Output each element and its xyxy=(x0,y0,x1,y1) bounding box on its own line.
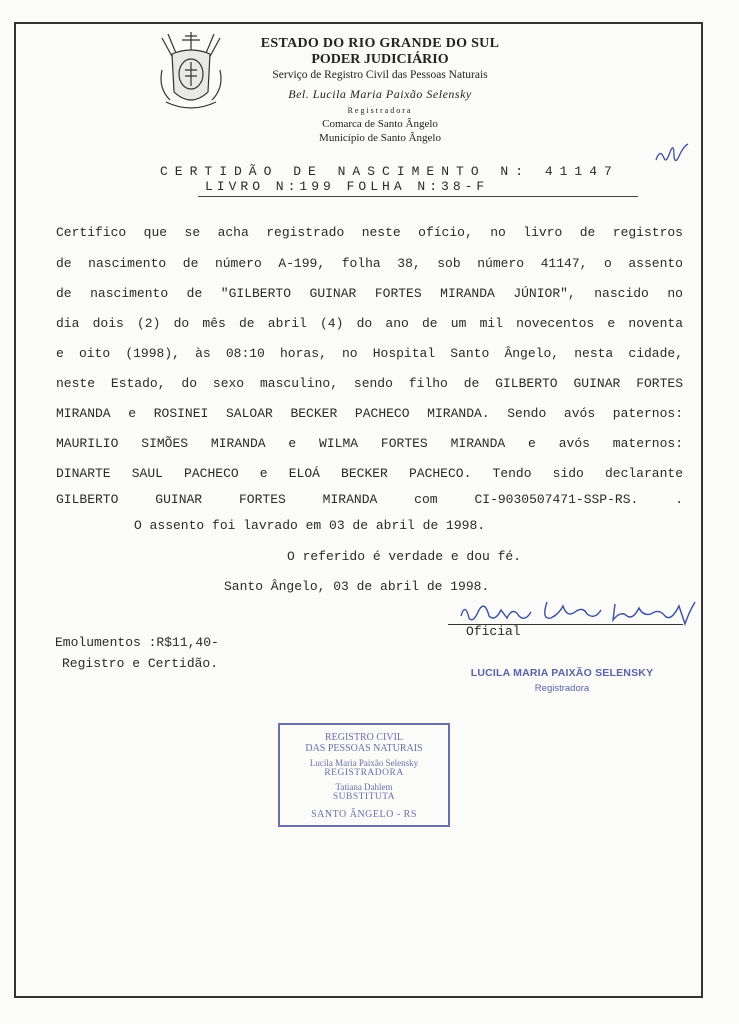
body-line: dia dois (2) do mês de abril (4) do ano de um mil novecentos e noventa xyxy=(56,316,683,331)
header-registrar-role: Registradora xyxy=(347,106,413,115)
attestation-text: O referido é verdade e dou fé. xyxy=(287,549,522,564)
body-line: MAURILIO SIMÕES MIRANDA e WILMA FORTES MIRANDA e avós maternos: xyxy=(56,436,683,451)
registry-box-stamp xyxy=(278,723,450,827)
stamp-line: REGISTRADORA xyxy=(324,768,404,778)
certificate-title: CERTIDÃO DE NASCIMENTO N: 41147 xyxy=(160,164,619,179)
entry-drawn-text: O assento foi lavrado em 03 de abril de 1998. xyxy=(134,518,486,533)
body-line: DINARTE SAUL PACHECO e ELOÁ BECKER PACHECO. Tendo sido declarante xyxy=(56,466,683,481)
fees-label: Emolumentos :R$11,40- xyxy=(55,635,219,650)
handwritten-check-icon xyxy=(652,140,692,172)
stamp-line: DAS PESSOAS NATURAIS xyxy=(305,743,423,754)
title-underline xyxy=(198,196,638,197)
header-registrar-name: Bel. Lucila Maria Paixão Selensky xyxy=(288,87,472,101)
header-power: PODER JUDICIÁRIO xyxy=(311,52,449,67)
place-date-text: Santo Ângelo, 03 de abril de 1998. xyxy=(224,579,490,594)
stamp-line: SUBSTITUTA xyxy=(332,792,396,802)
certificate-book-page: LIVRO N:199 FOLHA N:38-F xyxy=(205,179,489,194)
signature-label: Oficial xyxy=(466,624,521,639)
stamp-line: Tatiana Dahlem xyxy=(335,782,393,792)
body-line: Certifico que se acha registrado neste ofício, no livro de registros xyxy=(56,225,683,240)
stamp-line: SANTO ÂNGELO - RS xyxy=(311,809,417,820)
body-line: MIRANDA e ROSINEI SALOAR BECKER PACHECO MIRANDA. Sendo avós paternos: xyxy=(56,406,683,421)
header-district: Comarca de Santo Ângelo xyxy=(322,118,438,130)
body-line: e oito (1998), às 08:10 horas, no Hospital Santo Ângelo, nesta cidade, xyxy=(56,346,683,361)
registrar-stamp-role: Registradora xyxy=(534,683,590,694)
body-line: de nascimento de "GILBERTO GUINAR FORTES MIRANDA JÚNIOR", nascido no xyxy=(56,286,683,301)
header-service: Serviço de Registro Civil das Pessoas Naturais xyxy=(272,69,488,81)
header-state: ESTADO DO RIO GRANDE DO SUL xyxy=(260,36,500,51)
header-city: Município de Santo Ângelo xyxy=(319,132,441,144)
stamp-line: REGISTRO CIVIL xyxy=(324,732,404,743)
body-line: de nascimento de número A-199, folha 38, sob número 41147, o assento xyxy=(56,256,683,271)
body-line: neste Estado, do sexo masculino, sendo filho de GILBERTO GUINAR FORTES xyxy=(56,376,683,391)
fees-description: Registro e Certidão. xyxy=(62,656,219,671)
registrar-stamp-name: LUCILA MARIA PAIXÃO SELENSKY xyxy=(470,667,654,679)
stamp-line: Lucila Maria Paixão Selensky xyxy=(309,758,419,768)
body-line: GILBERTO GUINAR FORTES MIRANDA com CI-9030507471-SSP-RS. . xyxy=(56,492,683,507)
